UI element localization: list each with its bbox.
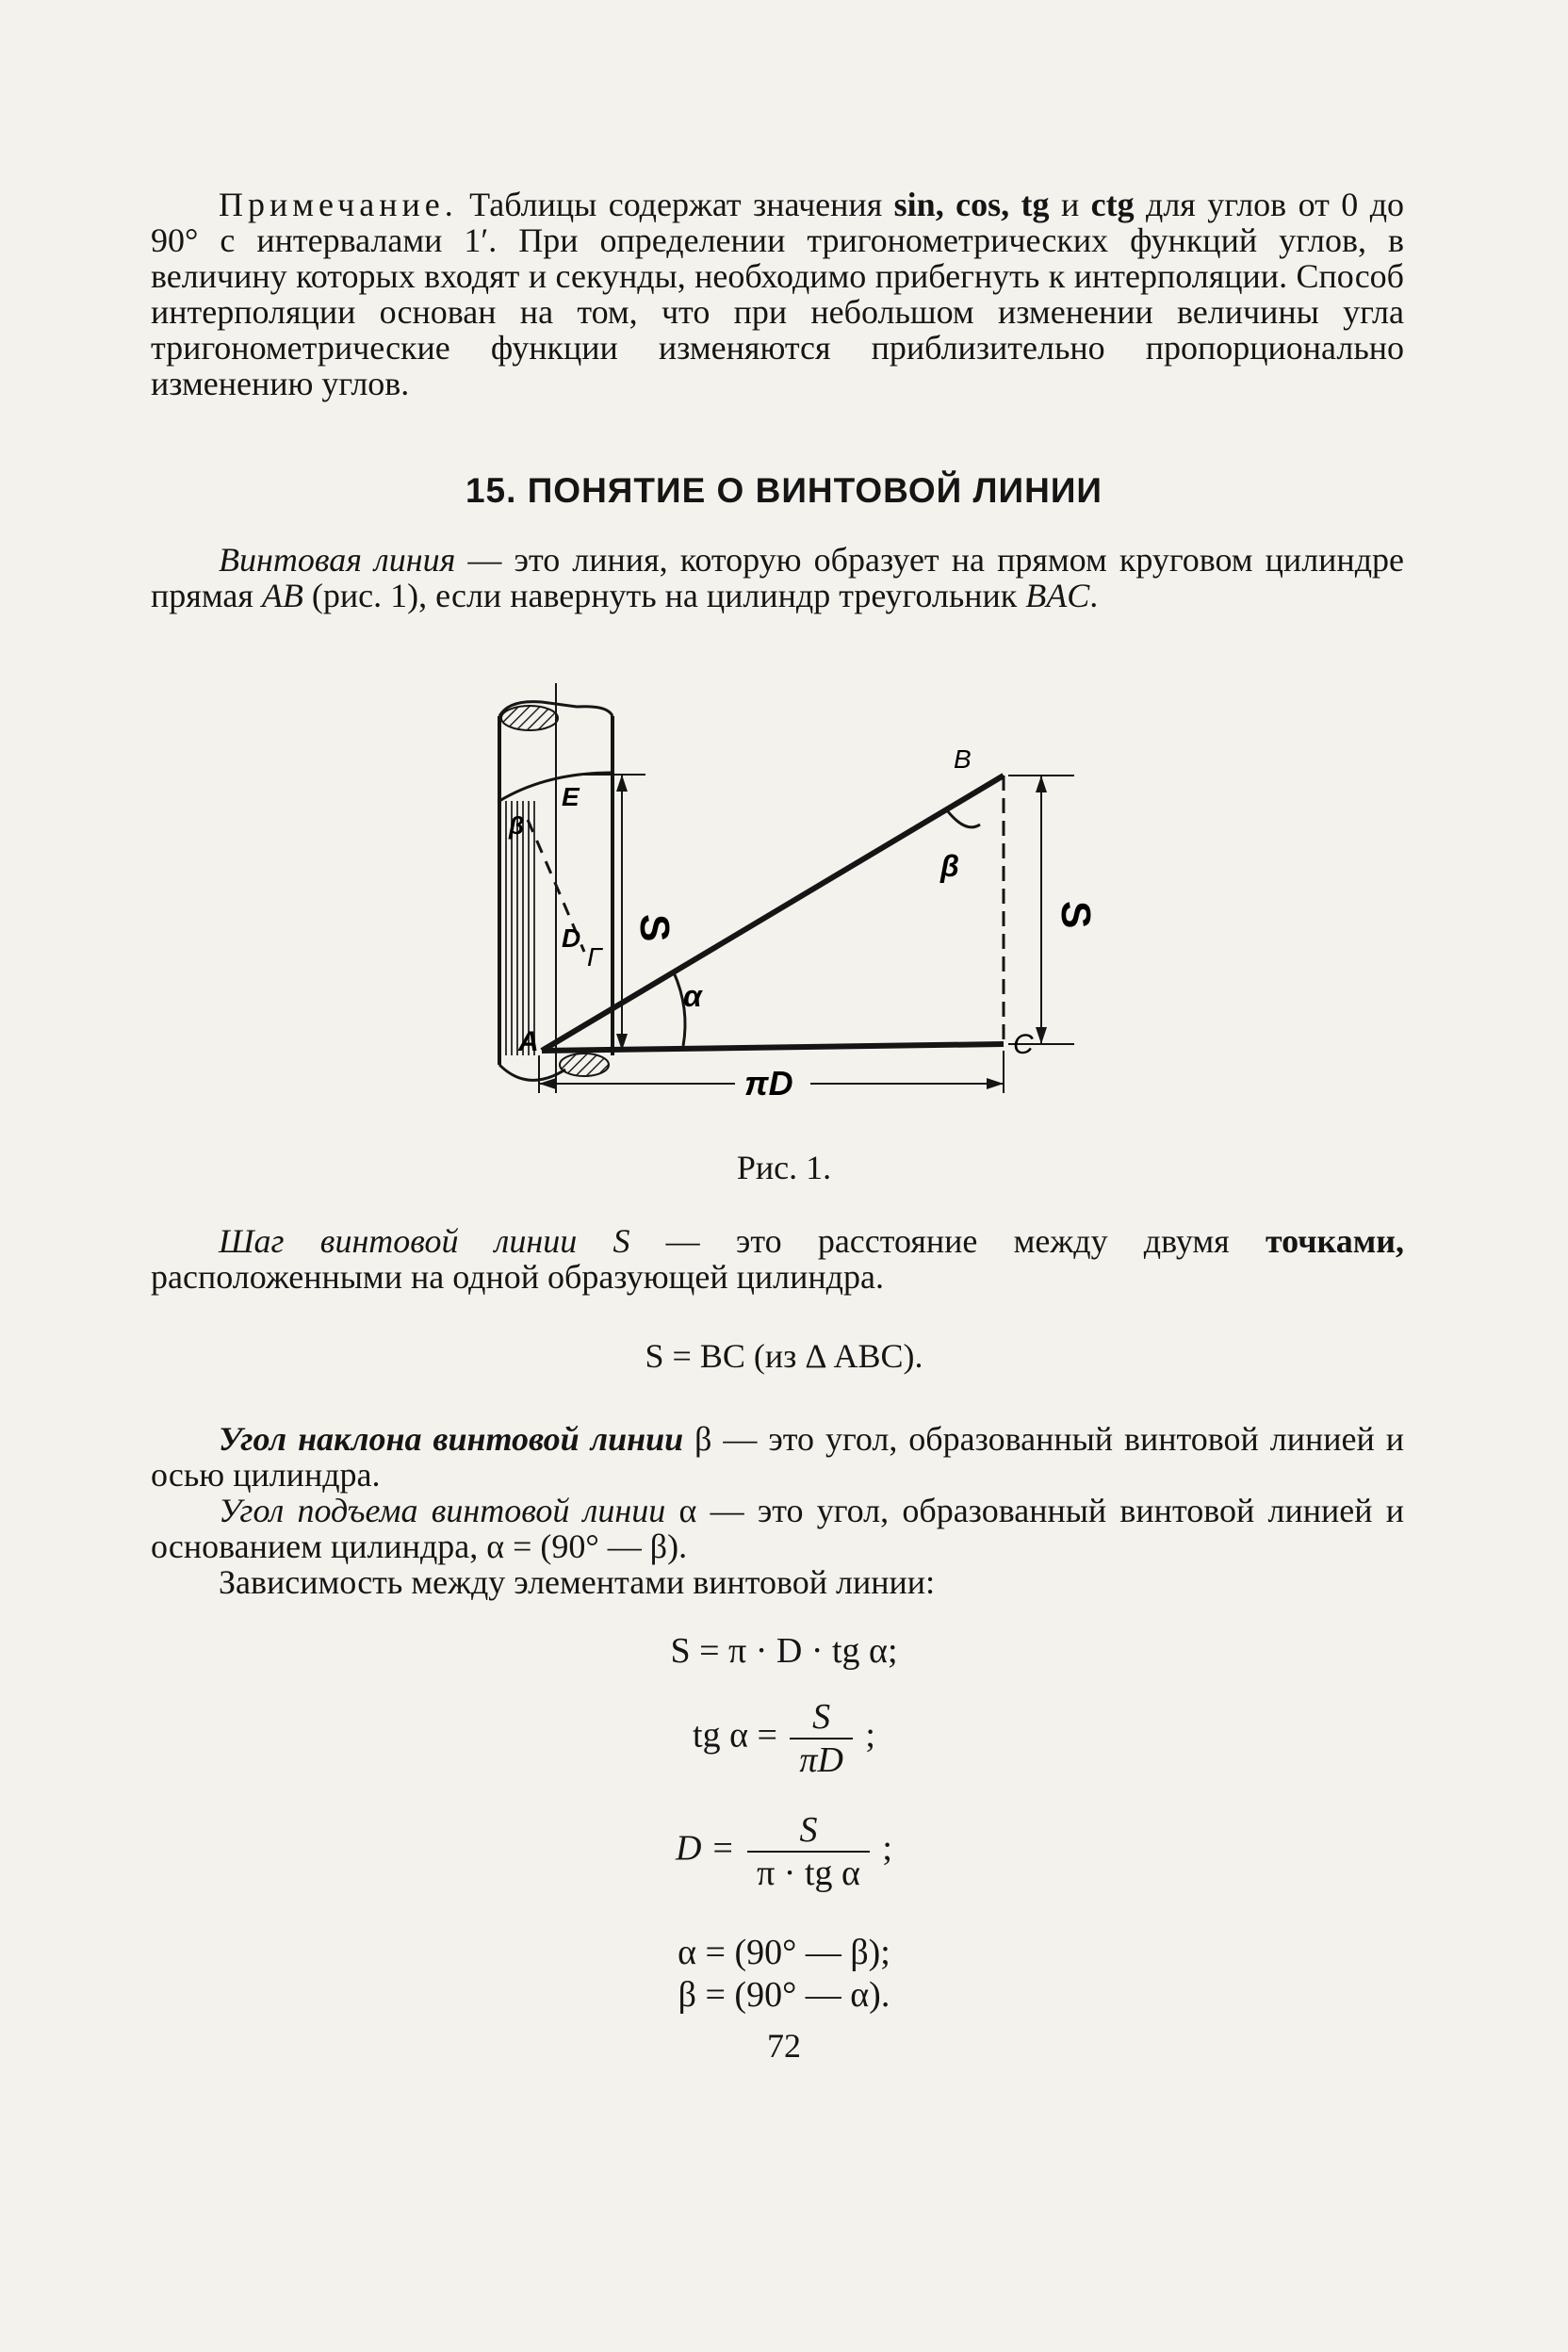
label-b: B	[954, 744, 972, 774]
label-d: D	[562, 923, 581, 953]
label-e: E	[562, 782, 580, 811]
fraction-s-pi-tg	[747, 1809, 870, 1894]
formula-tg-left: tg α =	[693, 1715, 777, 1756]
note-paragraph	[151, 187, 1404, 401]
formula-beta: β = (90° — α).	[678, 1975, 890, 2015]
pitch-text-2: расположенными на одной образующей цилиндра.	[151, 1258, 884, 1296]
label-c: C	[1013, 1029, 1034, 1060]
incline-text: β — это угол, образованный винтовой линией и осью цилиндра.	[151, 1420, 1404, 1494]
pitch-text: — это расстояние между двумя	[629, 1222, 1266, 1260]
pitch-bold: точками,	[1265, 1222, 1404, 1260]
relation-text: Зависимость между элементами винтовой линии:	[219, 1563, 936, 1601]
label-s-right: S	[1053, 901, 1099, 929]
equation-s-bc: S = BC (из Δ ABC).	[645, 1337, 923, 1375]
label-beta: β	[940, 849, 959, 883]
pitch-paragraph	[151, 1223, 1404, 1295]
label-alpha: α	[683, 979, 702, 1013]
definition-triangle: BAC	[1025, 577, 1090, 614]
cylinder	[499, 683, 612, 1093]
note-text-1: Таблицы содержат значения	[457, 186, 894, 223]
formula-d	[0, 1809, 1568, 1894]
note-functions: sin, cos, tg	[893, 186, 1050, 223]
note-text-3: для углов от 0 до 90° с интервалами 1′. При определении тригонометрических функций углов, в величину которых входят и секунды, необходимо прибегнуть к интерполяции. Способ интерполяции основан на том, что при небольшом изменении величины угла тригонометрические функции изменяются приблизительно пропорционально изменению углов.	[151, 186, 1405, 402]
definition-line-ab: AB	[261, 577, 303, 614]
formula-end: ;	[882, 1828, 892, 1869]
fraction-numerator: S	[747, 1809, 870, 1853]
page-number: 72	[767, 2027, 801, 2065]
definition-text: — это линия, которую образует на прямом круговом цилиндре прямая	[151, 541, 1404, 614]
note-lead: Примечание.	[219, 186, 458, 223]
fraction-denominator: π · tg α	[757, 1854, 860, 1893]
figure-caption: Рис. 1.	[736, 1149, 832, 1186]
note-text-2: и	[1049, 186, 1091, 223]
beta-arc	[947, 810, 980, 827]
fraction-s-pid	[790, 1696, 852, 1781]
lift-text: α — это угол, образованный винтовой линией и основанием цилиндра, α = (90° — β).	[151, 1492, 1404, 1565]
pitch-term: Шаг винтовой линии S	[219, 1222, 630, 1260]
formula-end: ;	[865, 1715, 875, 1756]
definition-text-2: (рис. 1), если навернуть на цилиндр треугольник	[302, 577, 1026, 614]
lift-term: Угол подъема винтовой линии	[219, 1492, 666, 1529]
definition-term: Винтовая линия	[219, 541, 456, 579]
definition-end: .	[1089, 577, 1099, 614]
fraction-denominator: πD	[799, 1740, 843, 1780]
formula-d-left: D =	[676, 1828, 735, 1869]
incline-term: Угол наклона винтовой линии	[219, 1420, 684, 1458]
label-s-left: S	[631, 914, 678, 942]
label-beta-small: β	[509, 811, 525, 840]
helix-figure	[471, 678, 1112, 1102]
definition-paragraph	[151, 542, 1404, 613]
label-a: A	[518, 1026, 539, 1057]
formula-tg-alpha	[0, 1696, 1568, 1781]
note-ctg: ctg	[1090, 186, 1135, 223]
section-title: 15. ПОНЯТИЕ О ВИНТОВОЙ ЛИНИИ	[465, 471, 1103, 510]
formula-s: S = π · D · tg α;	[670, 1631, 898, 1671]
label-gamma: Г	[587, 942, 602, 972]
fraction-numerator: S	[790, 1696, 852, 1740]
label-pi-d: πD	[744, 1064, 793, 1102]
angle-definitions	[151, 1421, 1404, 1600]
formula-alpha: α = (90° — β);	[678, 1933, 890, 1972]
